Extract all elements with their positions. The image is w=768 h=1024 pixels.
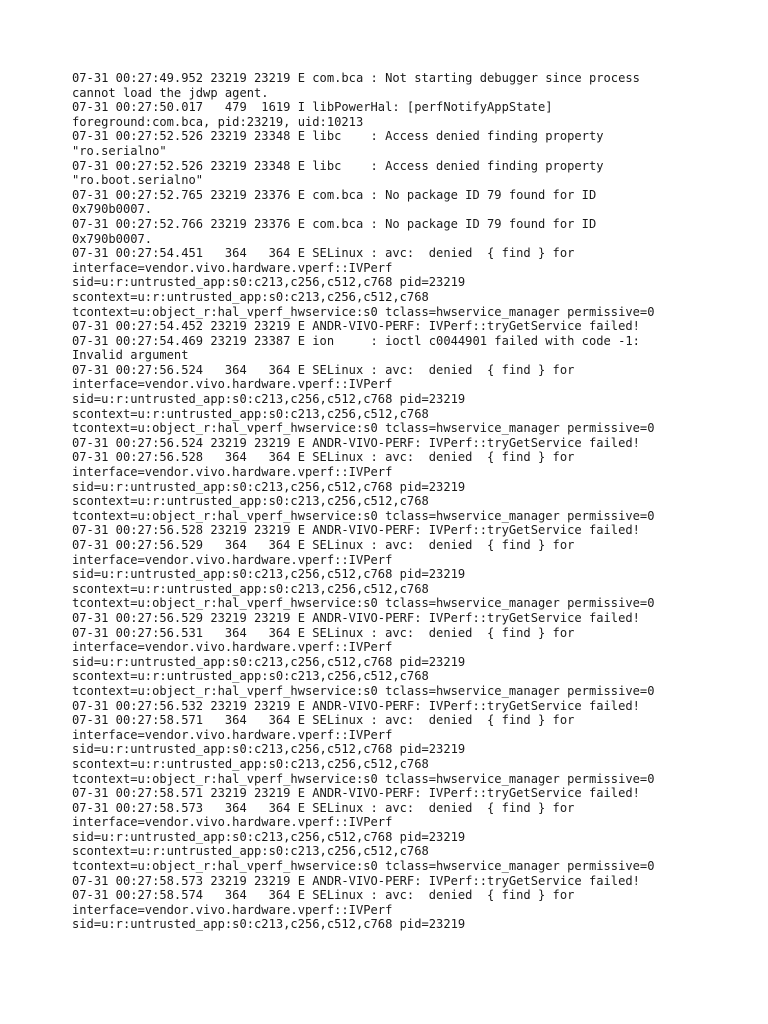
- log-line: 07-31 00:27:49.952 23219 23219 E com.bca : Not starting debugger since process: [72, 71, 640, 85]
- log-line: 07-31 00:27:58.571 364 364 E SELinux : avc: denied { find } for: [72, 713, 575, 728]
- log-line: 07-31 00:27:56.529 364 364 E SELinux : avc: denied { find } for: [72, 538, 575, 552]
- log-line: interface=vendor.vivo.hardware.vperf::IVPerf: [72, 902, 393, 917]
- log-line: 07-31 00:27:50.017 479 1619 I libPowerHal: [perfNotifyAppState]: [72, 100, 553, 115]
- log-line: "ro.serialno": [72, 143, 167, 158]
- log-line: 07-31 00:27:58.574 364 364 E SELinux : avc: denied { find } for: [72, 888, 575, 903]
- log-line: sid=u:r:untrusted_app:s0:c213,c256,c512,c768 pid=23219: [72, 654, 466, 669]
- log-line: tcontext=u:object_r:hal_vperf_hwservice:s0 tclass=hwservice_manager permissive=0: [72, 771, 655, 786]
- log-line: foreground:com.bca, pid:23219, uid:10213: [72, 114, 364, 129]
- log-line: 07-31 00:27:52.766 23219 23376 E com.bca : No package ID 79 found for ID: [72, 216, 597, 231]
- log-line: scontext=u:r:untrusted_app:s0:c213,c256,c512,c768: [72, 581, 429, 596]
- log-line: interface=vendor.vivo.hardware.vperf::IVPerf: [72, 260, 393, 275]
- log-line: interface=vendor.vivo.hardware.vperf::IVPerf: [72, 465, 393, 480]
- log-line: interface=vendor.vivo.hardware.vperf::IVPerf: [72, 377, 393, 392]
- log-line: 07-31 00:27:58.571 23219 23219 E ANDR-VIVO-PERF: IVPerf::tryGetService failed!: [72, 786, 640, 801]
- log-line: 07-31 00:27:52.526 23219 23348 E libc : Access denied finding property: [72, 129, 604, 144]
- log-line: sid=u:r:untrusted_app:s0:c213,c256,c512,c768 pid=23219: [72, 917, 466, 932]
- log-line: "ro.boot.serialno": [72, 173, 204, 188]
- log-line: 07-31 00:27:56.531 364 364 E SELinux : avc: denied { find } for: [72, 625, 575, 640]
- log-line: 07-31 00:27:56.529 23219 23219 E ANDR-VIVO-PERF: IVPerf::tryGetService failed!: [72, 610, 640, 625]
- log-line: 07-31 00:27:56.528 364 364 E SELinux : avc: denied { find } for: [72, 450, 575, 465]
- log-line: interface=vendor.vivo.hardware.vperf::IVPerf: [72, 727, 393, 742]
- log-line: tcontext=u:object_r:hal_vperf_hwservice:s0 tclass=hwservice_manager permissive=0: [72, 596, 655, 611]
- log-line: scontext=u:r:untrusted_app:s0:c213,c256,c512,c768: [72, 669, 429, 684]
- log-line: Invalid argument: [72, 348, 189, 363]
- log-line: 07-31 00:27:58.573 23219 23219 E ANDR-VIVO-PERF: IVPerf::tryGetService failed!: [72, 873, 640, 888]
- log-line: interface=vendor.vivo.hardware.vperf::IVPerf: [72, 815, 393, 830]
- log-text-block: [72, 71, 748, 932]
- log-line: 07-31 00:27:56.524 364 364 E SELinux : avc: denied { find } for: [72, 362, 575, 377]
- log-line: 07-31 00:27:56.528 23219 23219 E ANDR-VIVO-PERF: IVPerf::tryGetService failed!: [72, 523, 640, 538]
- log-line: sid=u:r:untrusted_app:s0:c213,c256,c512,c768 pid=23219: [72, 829, 466, 844]
- log-line: 07-31 00:27:54.469 23219 23387 E ion : ioctl c0044901 failed with code -1:: [72, 333, 640, 348]
- log-line: tcontext=u:object_r:hal_vperf_hwservice:s0 tclass=hwservice_manager permissive=0: [72, 421, 655, 436]
- log-line: 07-31 00:27:52.526 23219 23348 E libc : Access denied finding property: [72, 158, 604, 173]
- log-line: 07-31 00:27:56.524 23219 23219 E ANDR-VIVO-PERF: IVPerf::tryGetService failed!: [72, 435, 640, 450]
- log-line: interface=vendor.vivo.hardware.vperf::IVPerf: [72, 552, 393, 567]
- log-line: scontext=u:r:untrusted_app:s0:c213,c256,c512,c768: [72, 844, 429, 859]
- log-line: 07-31 00:27:56.532 23219 23219 E ANDR-VIVO-PERF: IVPerf::tryGetService failed!: [72, 698, 640, 713]
- log-line: tcontext=u:object_r:hal_vperf_hwservice:s0 tclass=hwservice_manager permissive=0: [72, 304, 655, 319]
- log-line: sid=u:r:untrusted_app:s0:c213,c256,c512,c768 pid=23219: [72, 479, 466, 494]
- log-line: tcontext=u:object_r:hal_vperf_hwservice:s0 tclass=hwservice_manager permissive=0: [72, 683, 655, 698]
- log-line: scontext=u:r:untrusted_app:s0:c213,c256,c512,c768: [72, 289, 429, 304]
- log-line: cannot load the jdwp agent.: [72, 85, 269, 100]
- log-line: 07-31 00:27:58.573 364 364 E SELinux : avc: denied { find } for: [72, 800, 575, 815]
- log-line: tcontext=u:object_r:hal_vperf_hwservice:s0 tclass=hwservice_manager permissive=0: [72, 859, 655, 874]
- log-line: scontext=u:r:untrusted_app:s0:c213,c256,c512,c768: [72, 406, 429, 421]
- log-line: sid=u:r:untrusted_app:s0:c213,c256,c512,c768 pid=23219: [72, 392, 466, 407]
- log-line: scontext=u:r:untrusted_app:s0:c213,c256,c512,c768: [72, 756, 429, 771]
- log-line: sid=u:r:untrusted_app:s0:c213,c256,c512,c768 pid=23219: [72, 275, 466, 290]
- log-line: scontext=u:r:untrusted_app:s0:c213,c256,c512,c768: [72, 494, 429, 509]
- log-line: sid=u:r:untrusted_app:s0:c213,c256,c512,c768 pid=23219: [72, 567, 466, 582]
- log-line: interface=vendor.vivo.hardware.vperf::IVPerf: [72, 640, 393, 655]
- log-line: 07-31 00:27:54.452 23219 23219 E ANDR-VIVO-PERF: IVPerf::tryGetService failed!: [72, 319, 640, 334]
- log-line: 07-31 00:27:52.765 23219 23376 E com.bca : No package ID 79 found for ID: [72, 187, 597, 202]
- log-line: sid=u:r:untrusted_app:s0:c213,c256,c512,c768 pid=23219: [72, 742, 466, 757]
- log-line: 07-31 00:27:54.451 364 364 E SELinux : avc: denied { find } for: [72, 246, 575, 261]
- log-line: 0x790b0007.: [72, 202, 153, 217]
- log-line: tcontext=u:object_r:hal_vperf_hwservice:s0 tclass=hwservice_manager permissive=0: [72, 508, 655, 523]
- log-line: 0x790b0007.: [72, 231, 153, 246]
